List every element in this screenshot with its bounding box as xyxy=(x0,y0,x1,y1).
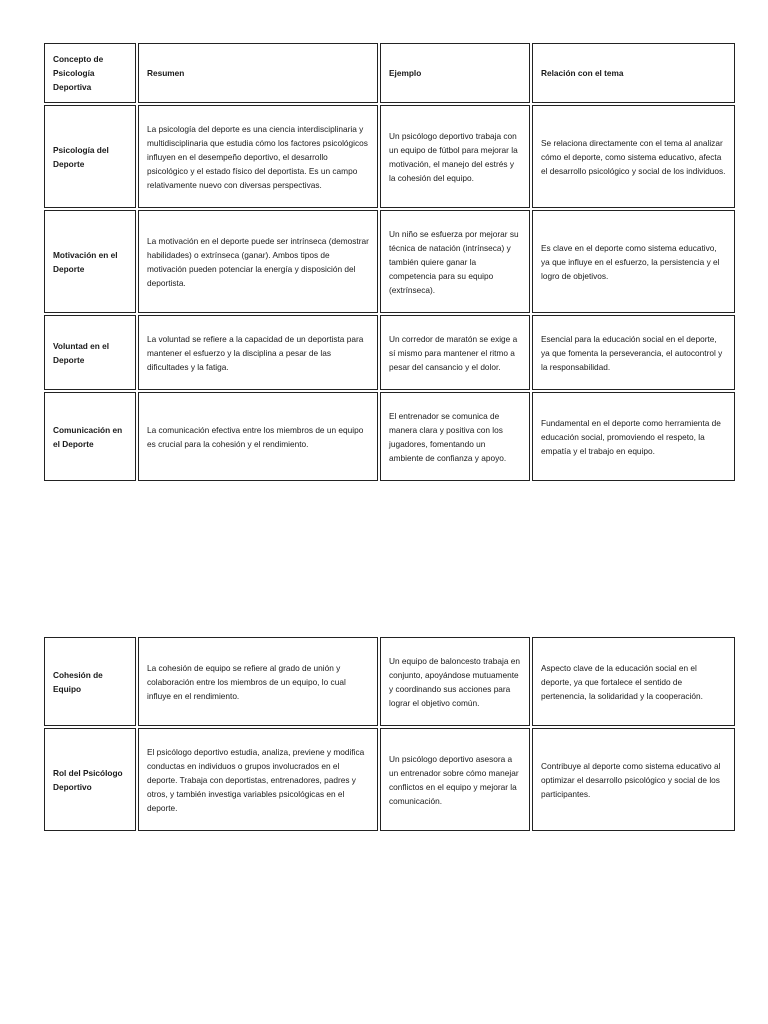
example-cell: El entrenador se comunica de manera clara y positiva con los jugadores, fomentando un ambiente de confianza y apoyo. xyxy=(380,392,530,481)
summary-cell: La motivación en el deporte puede ser intrínseca (demostrar habilidades) o extrínseca (ganar). Ambos tipos de motivación pueden potenciar la energía y disposición del deportista. xyxy=(138,210,378,313)
header-relation: Relación con el tema xyxy=(532,43,735,103)
table-header-row xyxy=(44,43,735,103)
summary-cell: La voluntad se refiere a la capacidad de un deportista para mantener el esfuerzo y la disciplina a pesar de las dificultades y la fatiga. xyxy=(138,315,378,390)
concept-cell: Psicología del Deporte xyxy=(44,105,136,208)
table-row xyxy=(44,315,735,390)
table-row xyxy=(44,210,735,313)
concept-cell: Rol del Psicólogo Deportivo xyxy=(44,728,136,831)
example-cell: Un equipo de baloncesto trabaja en conjunto, apoyándose mutuamente y coordinando sus acciones para lograr el objetivo común. xyxy=(380,637,530,726)
summary-cell: El psicólogo deportivo estudia, analiza, previene y modifica conductas en individuos o grupos involucrados en el deporte. Trabaja con deportistas, entrenadores, padres y otros, y también investiga variables psicológicas en el deporte. xyxy=(138,728,378,831)
header-concept: Concepto de Psicología Deportiva xyxy=(44,43,136,103)
table-row xyxy=(44,392,735,481)
example-cell: Un psicólogo deportivo asesora a un entrenador sobre cómo manejar conflictos en el equipo y mejorar la comunicación. xyxy=(380,728,530,831)
example-cell: Un psicólogo deportivo trabaja con un equipo de fútbol para mejorar la motivación, el manejo del estrés y la cohesión del equipo. xyxy=(380,105,530,208)
relation-cell: Es clave en el deporte como sistema educativo, ya que influye en el esfuerzo, la persistencia y el logro de objetivos. xyxy=(532,210,735,313)
header-summary: Resumen xyxy=(138,43,378,103)
concepts-table-continued xyxy=(42,635,737,833)
example-cell: Un niño se esfuerza por mejorar su técnica de natación (intrínseca) y también quiere ganar la competencia para su equipo (extrínseca). xyxy=(380,210,530,313)
table-row xyxy=(44,105,735,208)
relation-cell: Esencial para la educación social en el deporte, ya que fomenta la perseverancia, el autocontrol y la responsabilidad. xyxy=(532,315,735,390)
relation-cell: Se relaciona directamente con el tema al analizar cómo el deporte, como sistema educativo, afecta el desarrollo psicológico y social de los individuos. xyxy=(532,105,735,208)
summary-cell: La cohesión de equipo se refiere al grado de unión y colaboración entre los miembros de un equipo, lo cual influye en el rendimiento. xyxy=(138,637,378,726)
concept-cell: Motivación en el Deporte xyxy=(44,210,136,313)
table-row xyxy=(44,728,735,831)
example-cell: Un corredor de maratón se exige a sí mismo para mantener el ritmo a pesar del cansancio y el dolor. xyxy=(380,315,530,390)
concept-cell: Voluntad en el Deporte xyxy=(44,315,136,390)
relation-cell: Fundamental en el deporte como herramienta de educación social, promoviendo el respeto, la empatía y el trabajo en equipo. xyxy=(532,392,735,481)
table-row xyxy=(44,637,735,726)
summary-cell: La psicología del deporte es una ciencia interdisciplinaria y multidisciplinaria que estudia cómo los factores psicológicos influyen en el desempeño deportivo, el desarrollo psicológico y el estado físico del deportista. Es un campo relativamente nuevo con diversas perspectivas. xyxy=(138,105,378,208)
concept-cell: Cohesión de Equipo xyxy=(44,637,136,726)
concept-cell: Comunicación en el Deporte xyxy=(44,392,136,481)
relation-cell: Contribuye al deporte como sistema educativo al optimizar el desarrollo psicológico y social de los participantes. xyxy=(532,728,735,831)
concepts-table xyxy=(42,41,737,483)
summary-cell: La comunicación efectiva entre los miembros de un equipo es crucial para la cohesión y el rendimiento. xyxy=(138,392,378,481)
relation-cell: Aspecto clave de la educación social en el deporte, ya que fortalece el sentido de pertenencia, la solidaridad y la cooperación. xyxy=(532,637,735,726)
header-example: Ejemplo xyxy=(380,43,530,103)
